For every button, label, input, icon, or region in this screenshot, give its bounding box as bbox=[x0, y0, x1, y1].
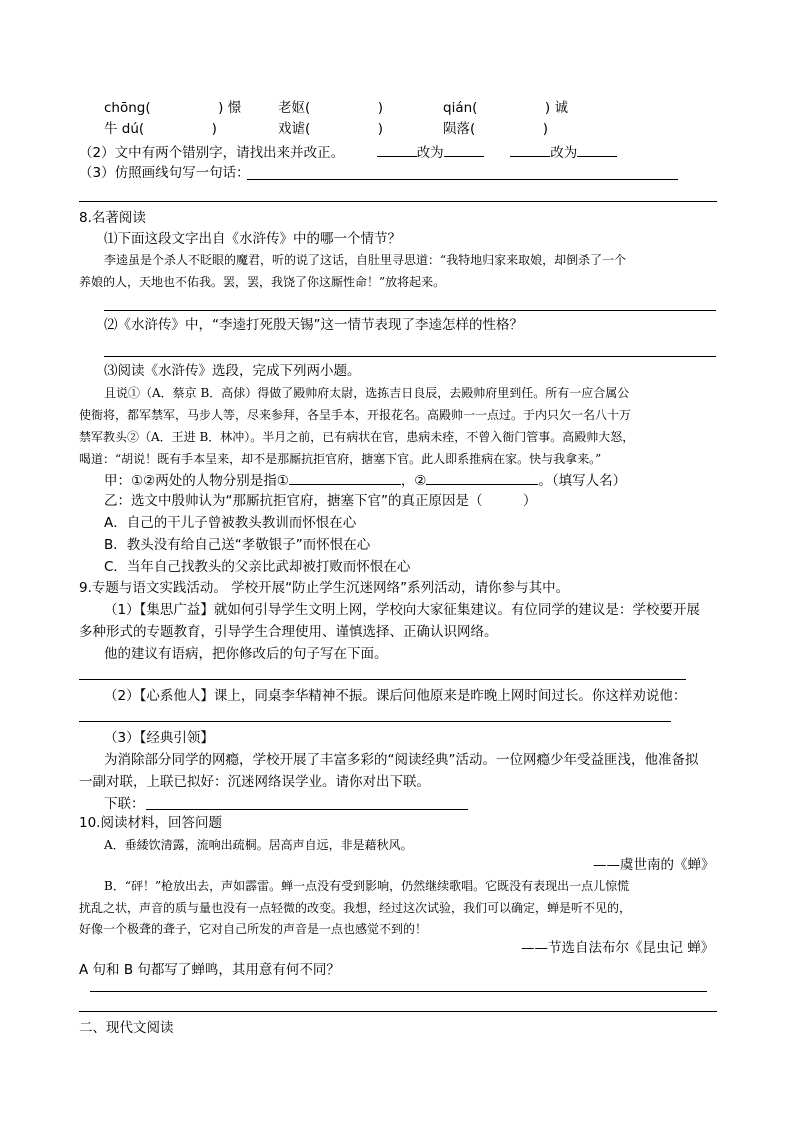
answer-line[interactable] bbox=[79, 1011, 717, 1012]
passage-line: 喝道：“胡说！既有手本呈来，却不是那厮抗拒官府，搪塞下官。此人即系推病在家。快与我拿来。” bbox=[79, 452, 602, 466]
question-9-2: （2）【心系他人】课上，同桌李华精神不振。课后问他原来是昨晚上网时间过长。你这样劝说他： bbox=[104, 688, 687, 704]
question-9-1-prompt: 他的建议有语病，把你修改后的句子写在下面。 bbox=[104, 646, 388, 662]
material-a: A．垂緌饮清露，流响出疏桐。居高声自远，非是藉秋风。 bbox=[104, 838, 413, 852]
material-b-source: ——节选自法布尔《昆虫记 蝉》 bbox=[521, 940, 715, 956]
material-b: 扰乱之状，声音的质与量也没有一点轻微的改变。我想，经过这次试验，我们可以确定，蝉是听不见的， bbox=[79, 901, 632, 915]
question-8-3: ⑶阅读《水浒传》选段，完成下列两小题。 bbox=[104, 363, 361, 379]
divider bbox=[79, 201, 717, 202]
jia-text: 甲：①②两处的人物分别是指① bbox=[104, 473, 289, 489]
question-3: （3）仿照画线句写一句话： bbox=[79, 165, 250, 181]
question-9-3-text: 一副对联，上联已拟好：沉迷网络误学业。请你对出下联。 bbox=[79, 774, 430, 790]
answer-blank[interactable] bbox=[377, 142, 417, 157]
section-9-title: 9.专题与语文实践活动。 学校开展“防止学生沉迷网络”系列活动，请你参与其中。 bbox=[79, 580, 570, 596]
answer-blank[interactable] bbox=[289, 470, 401, 485]
answer-blank[interactable] bbox=[510, 142, 550, 157]
question-9-3: （3）【经典引领】 bbox=[104, 730, 214, 746]
question-text: （2）文中有两个错别字，请找出来并改正。 bbox=[79, 145, 345, 161]
pinyin-item: 老妪( ) bbox=[278, 100, 384, 116]
pinyin-item: qián( ) 诚 bbox=[443, 100, 568, 116]
answer-blank[interactable] bbox=[426, 470, 538, 485]
option-b[interactable]: B．教头没有给自己送“孝敬银子”而怀恨在心 bbox=[104, 537, 371, 553]
answer-line[interactable] bbox=[146, 809, 468, 810]
pinyin-item: chōng( ) 憬 bbox=[104, 100, 242, 116]
pinyin-item: 陨落( ) bbox=[443, 121, 549, 137]
section-10-title: 10.阅读材料，回答问题 bbox=[79, 815, 222, 831]
answer-line[interactable] bbox=[104, 310, 716, 311]
jia-text: ，② bbox=[400, 473, 427, 489]
passage-line: 养娘的人，天地也不佑我。罢，罢，我饶了你这厮性命！”放将起来。 bbox=[79, 275, 446, 289]
question-2 bbox=[79, 142, 617, 162]
passage-line: 李逵虽是个杀人不眨眼的魔君，听的说了这话，自肚里寻思道：“我特地归家来取娘，却倒杀了一个 bbox=[104, 253, 627, 267]
gai-label: 改为 bbox=[416, 145, 444, 161]
xialian-label: 下联： bbox=[104, 796, 145, 812]
answer-line[interactable] bbox=[104, 356, 716, 357]
answer-blank[interactable] bbox=[577, 142, 617, 157]
option-c[interactable]: C．当年自己找教头的父亲比武却被打败而怀恨在心 bbox=[104, 559, 411, 575]
material-a-source: ——虞世南的《蝉》 bbox=[593, 857, 715, 873]
answer-line[interactable] bbox=[79, 721, 671, 722]
gai-label: 改为 bbox=[550, 145, 578, 161]
answer-line[interactable] bbox=[247, 179, 678, 180]
passage-line: 禁军教头②（A．王进 B．林冲）。半月之前，已有病状在官，患病未痊，不曾入衙门管事。高殿帅大怒， bbox=[79, 430, 635, 444]
pinyin-item: 戏谑( ) bbox=[278, 121, 384, 137]
option-a[interactable]: A．自己的干儿子曾被教头教训而怀恨在心 bbox=[104, 515, 357, 531]
answer-line[interactable] bbox=[90, 991, 707, 992]
question-9-3-text: 为消除部分同学的网瘾，学校开展了丰富多彩的“阅读经典”活动。一位网瘾少年受益匪浅，他准备拟 bbox=[104, 752, 699, 768]
question-jia bbox=[104, 470, 626, 490]
question-9-1: （1）【集思广益】就如何引导学生文明上网，学校向大家征集建议。有位同学的建议是：学校要开展 bbox=[104, 602, 700, 618]
pinyin-item: 牛 dú( ) bbox=[104, 121, 217, 137]
material-b: B．“砰！”枪放出去，声如霹雷。蝉一点没有受到影响，仍然继续歌唱。它既没有表现出一点儿惊慌 bbox=[104, 879, 630, 893]
passage-line: 且说①（A．蔡京 B．高俅）得做了殿帅府太尉，选拣吉日良辰，去殿帅府里到任。所有一应合属公 bbox=[104, 386, 630, 400]
part-2-heading: 二、现代文阅读 bbox=[79, 1020, 174, 1036]
answer-blank[interactable] bbox=[444, 142, 484, 157]
question-8-1: ⑴下面这段文字出自《水浒传》中的哪一个情节？ bbox=[104, 231, 401, 247]
answer-line[interactable] bbox=[79, 679, 686, 680]
question-yi: 乙：选文中殷帅认为“那厮抗拒官府，搪塞下官”的真正原因是（ ） bbox=[104, 493, 537, 509]
question-8-2: ⑵《水浒传》中，“李逵打死殷天锡”这一情节表现了李逵怎样的性格？ bbox=[104, 317, 523, 333]
material-b: 好像一个极聋的聋子，它对自己所发的声音是一点也感觉不到的！ bbox=[79, 922, 428, 936]
jia-text: 。（填写人名） bbox=[538, 473, 627, 489]
section-8-title: 8.名著阅读 bbox=[79, 210, 146, 226]
question-10: A 句和 B 句都写了蝉鸣，其用意有何不同？ bbox=[79, 962, 340, 978]
question-9-1-cont: 多种形式的专题教育，引导学生合理使用、谨慎选择、正确认识网络。 bbox=[79, 624, 498, 640]
passage-line: 使衙将，都军禁军，马步人等，尽来参拜，各呈手本，开报花名。高殿帅一一点过。于内只欠一名八十万 bbox=[79, 408, 632, 422]
